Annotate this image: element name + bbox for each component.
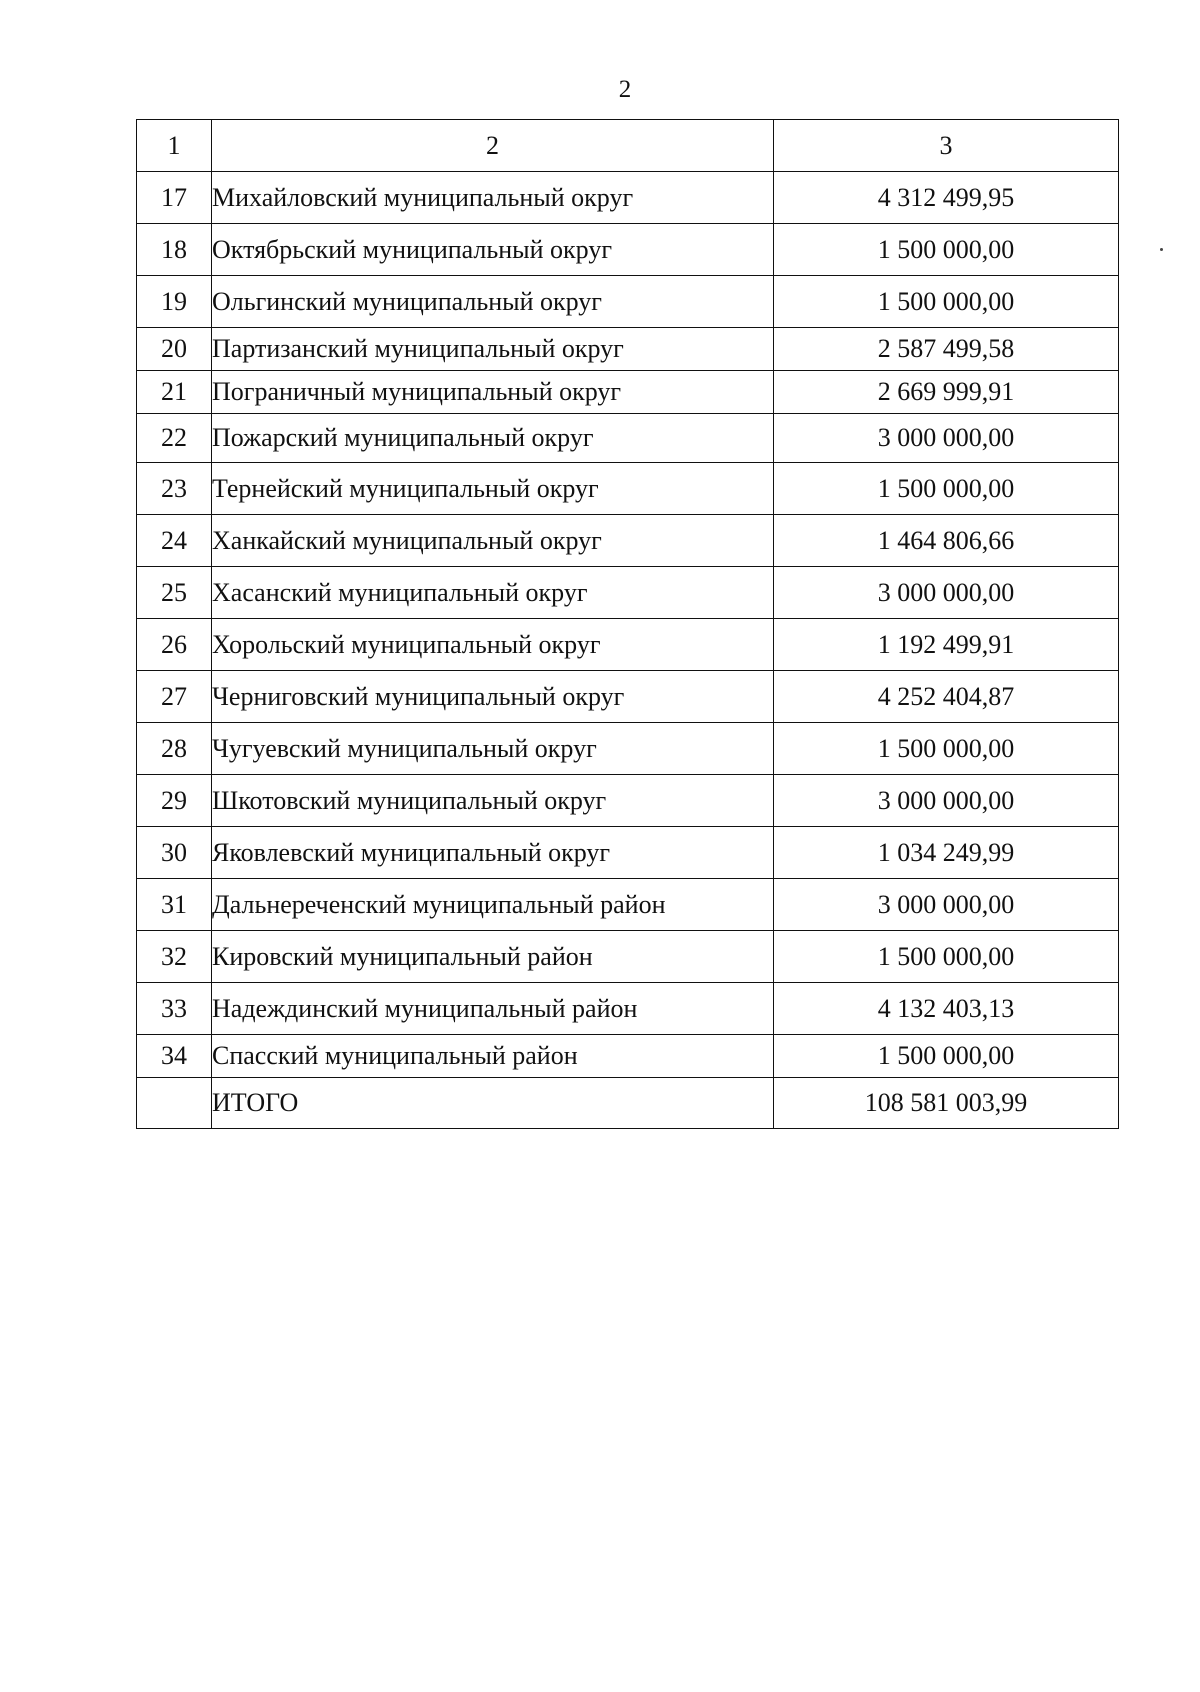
- table-row: [137, 515, 1119, 567]
- municipality-name: Тернейский муниципальный округ: [212, 463, 774, 515]
- amount: 4 132 403,13: [774, 983, 1119, 1035]
- table-row: [137, 775, 1119, 827]
- municipality-name: Хасанский муниципальный округ: [212, 567, 774, 619]
- amount: 2 587 499,58: [774, 328, 1119, 371]
- amount: 1 500 000,00: [774, 224, 1119, 276]
- amount: 1 500 000,00: [774, 1035, 1119, 1078]
- table-row: [137, 371, 1119, 414]
- municipality-name: Кировский муниципальный район: [212, 931, 774, 983]
- municipality-name: Ханкайский муниципальный округ: [212, 515, 774, 567]
- row-number: 29: [137, 775, 212, 827]
- amount: 3 000 000,00: [774, 414, 1119, 463]
- header-row: [137, 120, 1119, 172]
- amount: 1 500 000,00: [774, 276, 1119, 328]
- row-number: 34: [137, 1035, 212, 1078]
- amount: 1 192 499,91: [774, 619, 1119, 671]
- row-number: 27: [137, 671, 212, 723]
- municipality-name: Ольгинский муниципальный округ: [212, 276, 774, 328]
- total-number-cell: [137, 1078, 212, 1129]
- table-row: [137, 671, 1119, 723]
- row-number: 20: [137, 328, 212, 371]
- allocation-table: [136, 119, 1119, 1129]
- municipality-name: Пограничный муниципальный округ: [212, 371, 774, 414]
- row-number: 31: [137, 879, 212, 931]
- municipality-name: Спасский муниципальный район: [212, 1035, 774, 1078]
- table-row: [137, 983, 1119, 1035]
- header-cell-1: 1: [137, 120, 212, 172]
- row-number: 17: [137, 172, 212, 224]
- row-number: 18: [137, 224, 212, 276]
- municipality-name: Чугуевский муниципальный округ: [212, 723, 774, 775]
- municipality-name: Шкотовский муниципальный округ: [212, 775, 774, 827]
- table-row: [137, 276, 1119, 328]
- table-row: [137, 567, 1119, 619]
- row-number: 28: [137, 723, 212, 775]
- municipality-name: Надеждинский муниципальный район: [212, 983, 774, 1035]
- amount: 1 034 249,99: [774, 827, 1119, 879]
- header-cell-2: 2: [212, 120, 774, 172]
- row-number: 32: [137, 931, 212, 983]
- table-row: [137, 172, 1119, 224]
- municipality-name: Дальнереченский муниципальный район: [212, 879, 774, 931]
- municipality-name: Октябрьский муниципальный округ: [212, 224, 774, 276]
- row-number: 22: [137, 414, 212, 463]
- row-number: 24: [137, 515, 212, 567]
- total-row: [137, 1078, 1119, 1129]
- municipality-name: Партизанский муниципальный округ: [212, 328, 774, 371]
- row-number: 19: [137, 276, 212, 328]
- row-number: 30: [137, 827, 212, 879]
- row-number: 23: [137, 463, 212, 515]
- table-row: [137, 328, 1119, 371]
- header-cell-3: 3: [774, 120, 1119, 172]
- amount: 3 000 000,00: [774, 567, 1119, 619]
- table-row: [137, 463, 1119, 515]
- amount: 4 252 404,87: [774, 671, 1119, 723]
- amount: 1 500 000,00: [774, 463, 1119, 515]
- amount: 1 464 806,66: [774, 515, 1119, 567]
- municipality-name: Пожарский муниципальный округ: [212, 414, 774, 463]
- table-row: [137, 414, 1119, 463]
- municipality-name: Хорольский муниципальный округ: [212, 619, 774, 671]
- row-number: 33: [137, 983, 212, 1035]
- municipality-name: Черниговский муниципальный округ: [212, 671, 774, 723]
- amount: 1 500 000,00: [774, 931, 1119, 983]
- table-row: [137, 879, 1119, 931]
- table-row: [137, 1035, 1119, 1078]
- municipality-name: Яковлевский муниципальный округ: [212, 827, 774, 879]
- amount: 4 312 499,95: [774, 172, 1119, 224]
- total-label: ИТОГО: [212, 1078, 774, 1129]
- amount: 3 000 000,00: [774, 775, 1119, 827]
- table-row: [137, 827, 1119, 879]
- amount: 2 669 999,91: [774, 371, 1119, 414]
- total-amount: 108 581 003,99: [774, 1078, 1119, 1129]
- amount: 3 000 000,00: [774, 879, 1119, 931]
- row-number: 26: [137, 619, 212, 671]
- scan-speck: [1160, 248, 1163, 251]
- municipality-name: Михайловский муниципальный округ: [212, 172, 774, 224]
- table-row: [137, 619, 1119, 671]
- row-number: 21: [137, 371, 212, 414]
- table-row: [137, 224, 1119, 276]
- row-number: 25: [137, 567, 212, 619]
- table-row: [137, 723, 1119, 775]
- page-number: 2: [618, 76, 632, 103]
- table-row: [137, 931, 1119, 983]
- amount: 1 500 000,00: [774, 723, 1119, 775]
